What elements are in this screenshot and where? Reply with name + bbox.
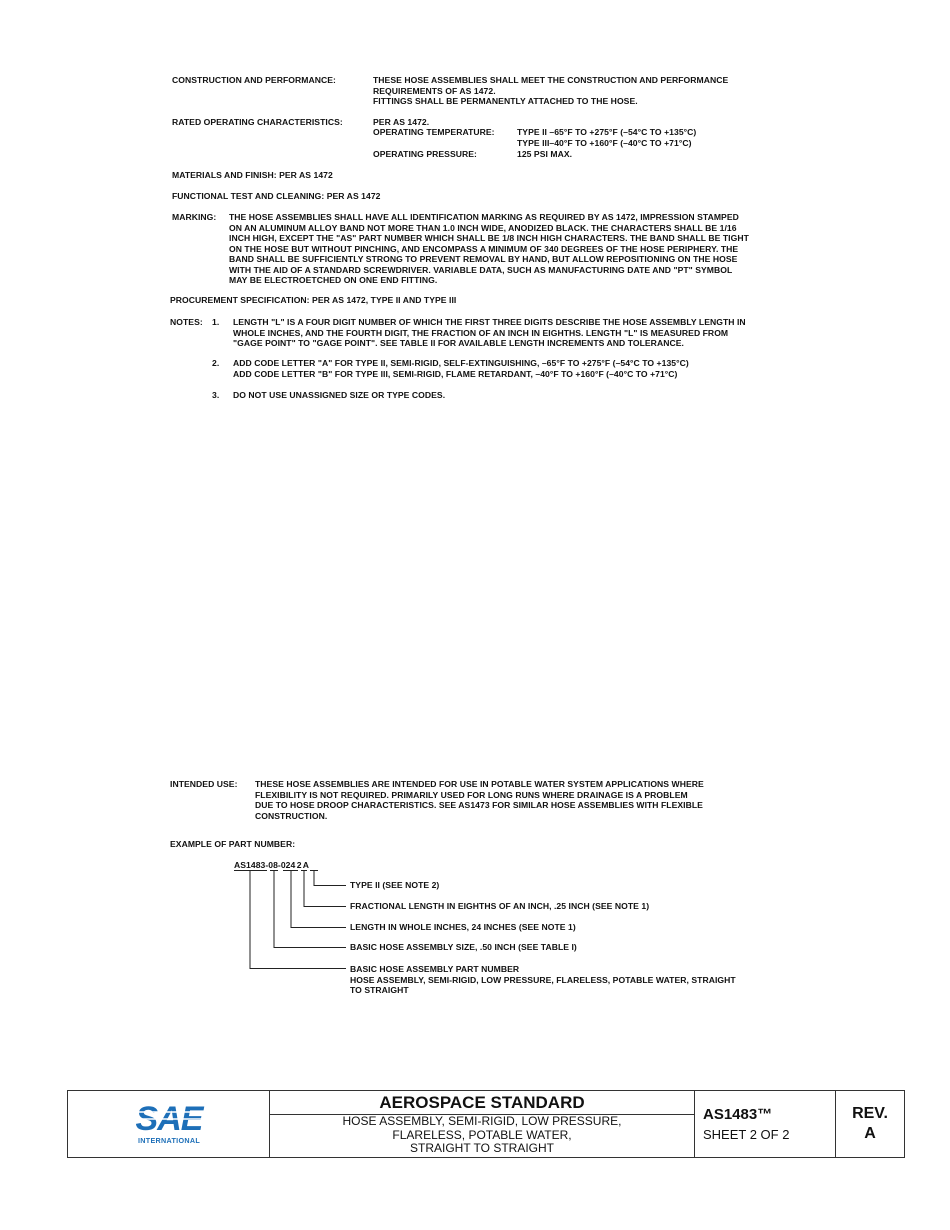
- construction-label: CONSTRUCTION AND PERFORMANCE:: [172, 75, 336, 85]
- revision-value: A: [864, 1125, 876, 1142]
- sheet-number: SHEET 2 OF 2: [703, 1127, 790, 1142]
- rated-per: PER AS 1472.: [373, 117, 430, 127]
- logo-subtext: INTERNATIONAL: [137, 1136, 201, 1145]
- example-label: EXAMPLE OF PART NUMBER:: [170, 839, 296, 849]
- callout-part: [350, 964, 736, 996]
- text-line: FLARELESS, POTABLE WATER,: [392, 1127, 572, 1142]
- text-line: INCH HIGH, EXCEPT THE "AS" PART NUMBER WHICH SHALL BE 1/8 INCH HIGH CHARACTERS. THE BAND SHALL BE TIGHT: [229, 233, 749, 243]
- revision-cell: [836, 1091, 904, 1157]
- text-line: BASIC HOSE ASSEMBLY PART NUMBER: [350, 964, 520, 974]
- logo-cell: [68, 1091, 270, 1157]
- sae-logo: [68, 1091, 270, 1157]
- functional-line: FUNCTIONAL TEST AND CLEANING: PER AS 1472: [172, 191, 381, 201]
- callout-fraction: FRACTIONAL LENGTH IN EIGHTHS OF AN INCH, .25 INCH (SEE NOTE 1): [350, 901, 650, 911]
- intended-label: INTENDED USE:: [170, 779, 238, 789]
- callout-size: BASIC HOSE ASSEMBLY SIZE, .50 INCH (SEE TABLE I): [350, 942, 577, 952]
- text-line: ON AN ALUMINUM ALLOY BAND NOT MORE THAN 1.0 INCH WIDE, ANODIZED BLACK. THE CHARACTERS SHALL BE 1/16: [229, 222, 737, 233]
- text-line: THE HOSE ASSEMBLIES SHALL HAVE ALL IDENTIFICATION MARKING AS REQUIRED BY AS 1472, IMPRESSION STAMPED: [229, 212, 739, 222]
- text-line: BAND SHALL BE SUFFICIENTLY STRONG TO PREVENT REMOVAL BY HAND, BUT ALLOW REPOSITIONING ON THE HOSE: [229, 254, 738, 264]
- temp-label: OPERATING TEMPERATURE:: [373, 127, 495, 137]
- text-line: ADD CODE LETTER "B" FOR TYPE III, SEMI-RIGID, FLAME RETARDANT, –40°F TO +160°F (–40°C TO +71°C): [233, 368, 678, 379]
- title-cell: [270, 1091, 695, 1157]
- text-line: TO STRAIGHT: [350, 985, 409, 995]
- text-line: FLEXIBILITY IS NOT REQUIRED. PRIMARILY USED FOR LONG RUNS WHERE DRAINAGE IS A PROBLEM: [255, 789, 688, 800]
- leader-length: [291, 871, 346, 928]
- text-line: ADD CODE LETTER "A" FOR TYPE II, SEMI-RIGID, SELF-EXTINGUISHING, –65°F TO +275°F (–54°C TO +135°C): [233, 358, 689, 368]
- text-line: "GAGE POINT" TO "GAGE POINT". SEE TABLE II FOR AVAILABLE LENGTH INCREMENTS AND TOLERANCE.: [233, 338, 684, 348]
- leader-type: [314, 871, 346, 886]
- text-line: MAY BE ELECTROETCHED ON ONE END FITTING.: [229, 275, 438, 285]
- note-number: 3.: [212, 390, 220, 400]
- temp-type3: TYPE III–40°F TO +160°F (–40°C TO +71°C): [517, 138, 692, 148]
- document-title: AEROSPACE STANDARD: [270, 1091, 694, 1115]
- temp-type2: TYPE II –65°F TO +275°F (–54°C TO +135°C): [517, 127, 697, 137]
- procurement-line: PROCUREMENT SPECIFICATION: PER AS 1472, TYPE II AND TYPE III: [170, 295, 457, 305]
- pressure-label: OPERATING PRESSURE:: [373, 149, 477, 159]
- text-line: CONSTRUCTION.: [255, 810, 328, 821]
- leader-size: [274, 871, 346, 948]
- note-number: 1.: [212, 317, 220, 327]
- text-line: DUE TO HOSE DROOP CHARACTERISTICS. SEE AS1473 FOR SIMILAR HOSE ASSEMBLIES WITH FLEXIBLE: [255, 800, 703, 810]
- document-description: [270, 1115, 694, 1156]
- notes-label: NOTES:: [170, 317, 203, 327]
- standard-number: AS1483™: [703, 1106, 773, 1123]
- text-line: FITTINGS SHALL BE PERMANENTLY ATTACHED TO THE HOSE.: [373, 96, 638, 106]
- revision: [836, 1104, 904, 1144]
- callout-length: LENGTH IN WHOLE INCHES, 24 INCHES (SEE NOTE 1): [350, 922, 576, 932]
- number-cell: [695, 1091, 836, 1157]
- part-number: AS1483-08-024 2 A: [234, 860, 309, 870]
- logo-text: SAE: [135, 1100, 203, 1138]
- text-line: LENGTH "L" IS A FOUR DIGIT NUMBER OF WHICH THE FIRST THREE DIGITS DESCRIBE THE HOSE ASSEMBLY LENGTH IN: [233, 317, 746, 327]
- pressure-value: 125 PSI MAX.: [517, 149, 573, 159]
- callout-type: TYPE II (SEE NOTE 2): [350, 880, 440, 890]
- text-line: THESE HOSE ASSEMBLIES SHALL MEET THE CONSTRUCTION AND PERFORMANCE: [373, 75, 729, 85]
- title-block: [67, 1090, 905, 1158]
- rated-label: RATED OPERATING CHARACTERISTICS:: [172, 117, 343, 127]
- revision-label: REV.: [852, 1105, 888, 1122]
- marking-label: MARKING:: [172, 212, 217, 222]
- note-3-text: DO NOT USE UNASSIGNED SIZE OR TYPE CODES.: [233, 390, 446, 400]
- leader-fraction: [304, 871, 346, 907]
- text-line: HOSE ASSEMBLY, SEMI-RIGID, LOW PRESSURE, FLARELESS, POTABLE WATER, STRAIGHT: [350, 974, 736, 985]
- text-line: ON THE HOSE BUT WITHOUT PINCHING, AND ENCOMPASS A MINIMUM OF 340 DEGREES OF THE HOSE PERIPHERY. THE: [229, 243, 739, 254]
- text-line: STRAIGHT TO STRAIGHT: [409, 1141, 555, 1155]
- text-line: THESE HOSE ASSEMBLIES ARE INTENDED FOR USE IN POTABLE WATER SYSTEM APPLICATIONS WHERE: [255, 779, 704, 789]
- materials-line: MATERIALS AND FINISH: PER AS 1472: [172, 170, 333, 180]
- text-line: WHOLE INCHES, AND THE FOURTH DIGIT, THE FRACTION OF AN INCH IN EIGHTHS. LENGTH "L" IS MEASURED FROM: [233, 327, 729, 338]
- text-line: HOSE ASSEMBLY, SEMI-RIGID, LOW PRESSURE,: [342, 1114, 622, 1128]
- text-line: REQUIREMENTS OF AS 1472.: [373, 85, 496, 96]
- note-number: 2.: [212, 358, 220, 368]
- text-line: WITH THE AID OF A STANDARD SCREWDRIVER. VARIABLE DATA, SUCH AS MANUFACTURING DATE AND "PT" SYMBOL: [229, 264, 733, 275]
